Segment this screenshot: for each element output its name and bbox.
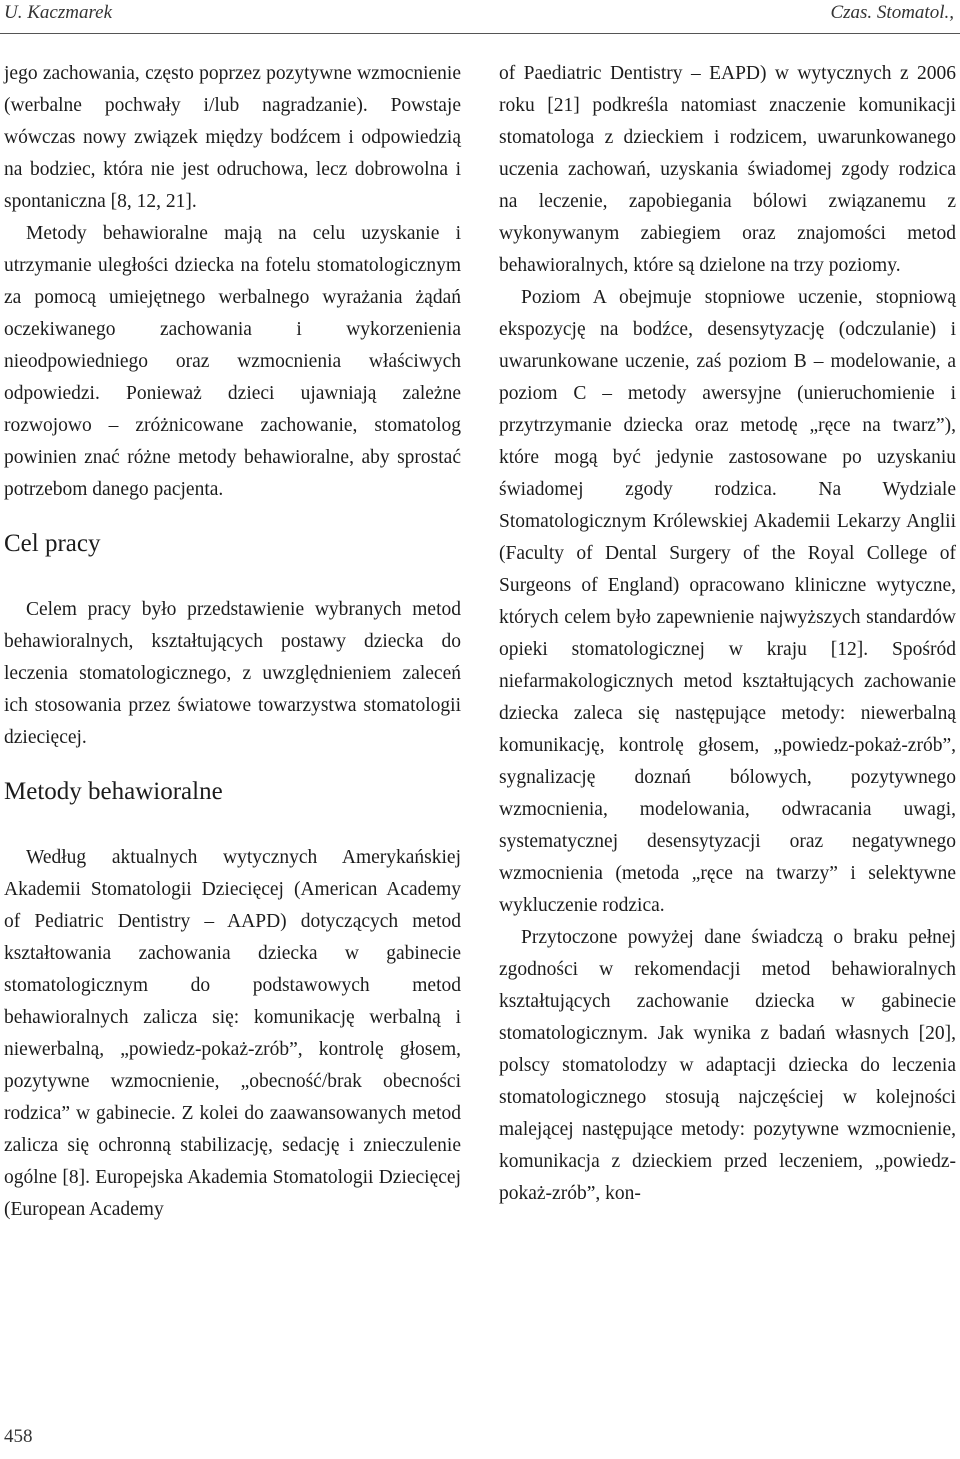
paragraph: Metody behawioralne mają na celu uzyskanie i utrzymanie uległości dziecka na fotelu stomatologicznym za pomocą umiejętnego werbalnego wyrażania żądań oczekiwanego zachowania i wykorzenienia nieodpowiedniego oraz wzmocnienia właściwych odpowiedzi. Ponieważ dzieci ujawniają zależne rozwojowo – zróżnicowane zachowanie, stomatolog powinien znać różne metody behawioralne, aby sprostać potrzebom danego pacjenta. [4,223,461,500]
section-heading-aim: Cel pracy [4,530,101,557]
section-heading-methods: Metody behawioralne [4,778,223,805]
paragraph: Poziom A obejmuje stopniowe uczenie, stopniową ekspozycję na bodźce, desensytyzację (odczulanie) i uwarunkowane uczenie, zaś poziom B – modelowanie, a poziom C – metody awersyjne (unieruchomienie i przytrzymanie dziecka oraz metodę „ręce na twarz”), które mogą być jedynie zastosowane po uzyskaniu świadomej zgody rodzica. Na Wydziale Stomatologicznym Królewskiej Akademii Lekarzy Anglii (Faculty of Dental Surgery of the Royal College of Surgeons of England) opracowano kliniczne wytyczne, których celem było zapewnienie najwyższych standardów opieki stomatologicznej w kraju [12]. Spośród niefarmakologicznych metod kształtujących zachowanie dziecka zaleca się następujące metody: niewerbalną komunikację, kontrolę głosem, „powiedz-pokaż-zrób”, sygnalizację doznań bólowych, pozytywnego wzmocnienia, modelowania, odwracania uwagi, systematycznej desensytyzacji oraz negatywnego wzmocnienia (metoda „ręce na twarzy” i selektywne wykluczenie rodzica. [499,287,956,916]
running-header-journal: Czas. Stomatol., [830,2,954,23]
running-header-author: U. Kaczmarek [4,2,112,23]
header-divider [0,33,960,34]
left-column [4,58,461,1226]
paragraph: Według aktualnych wytycznych Amerykańskiej Akademii Stomatologii Dziecięcej (American Academy of Pediatric Dentistry – AAPD) dotyczących metod kształtowania zachowania dziecka w gabinecie stomatologicznym do podstawowych metod behawioralnych zalicza się: komunikację werbalną i niewerbalną, „powiedz-pokaż-zrób”, kontrolę głosem, pozytywne wzmocnienie, „obecność/brak obecności rodzica” w gabinecie. Z kolei do zaawansowanych metod zalicza się ochronną stabilizację, sedację i znieczulenie ogólne [8]. Europejska Akademia Stomatologii Dziecięcej (European Academy [4,847,461,1220]
right-column [499,58,956,1210]
paragraph: of Paediatric Dentistry – EAPD) w wytycznych z 2006 roku [21] podkreśla natomiast znaczenie komunikacji stomatologa z dzieckiem i rodzicem, uwarunkowanego uczenia zachowań, uzyskania świadomej zgody rodzica na leczenie, zapobiegania bólowi związanemu z wykonywanym zabiegiem oraz znajomości metod behawioralnych, które są dzielone na trzy poziomy. [499,63,956,276]
page-number: 458 [4,1426,33,1447]
paragraph: Przytoczone powyżej dane świadczą o braku pełnej zgodności w rekomendacji metod behawioralnych kształtujących zachowanie dziecka w gabinecie stomatologicznym. Jak wynika z badań własnych [20], polscy stomatolodzy w adaptacji dziecka do leczenia stomatologicznego stosują najczęściej w kolejności malejącej następujące metody: pozytywne wzmocnienie, komunikacja z dzieckiem przed leczeniem, „powiedz-pokaż-zrób”, kon- [499,927,956,1204]
paragraph: jego zachowania, często poprzez pozytywne wzmocnienie (werbalne pochwały i/lub nagradzanie). Powstaje wówczas nowy związek między bodźcem i odpowiedzią na bodziec, która nie jest odruchowa, lecz dobrowolna i spontaniczna [8, 12, 21]. [4,63,461,212]
paragraph: Celem pracy było przedstawienie wybranych metod behawioralnych, kształtujących postawy dziecka do leczenia stomatologicznego, z uwzględnieniem zaleceń ich stosowania przez światowe towarzystwa stomatologii dziecięcej. [4,599,461,748]
